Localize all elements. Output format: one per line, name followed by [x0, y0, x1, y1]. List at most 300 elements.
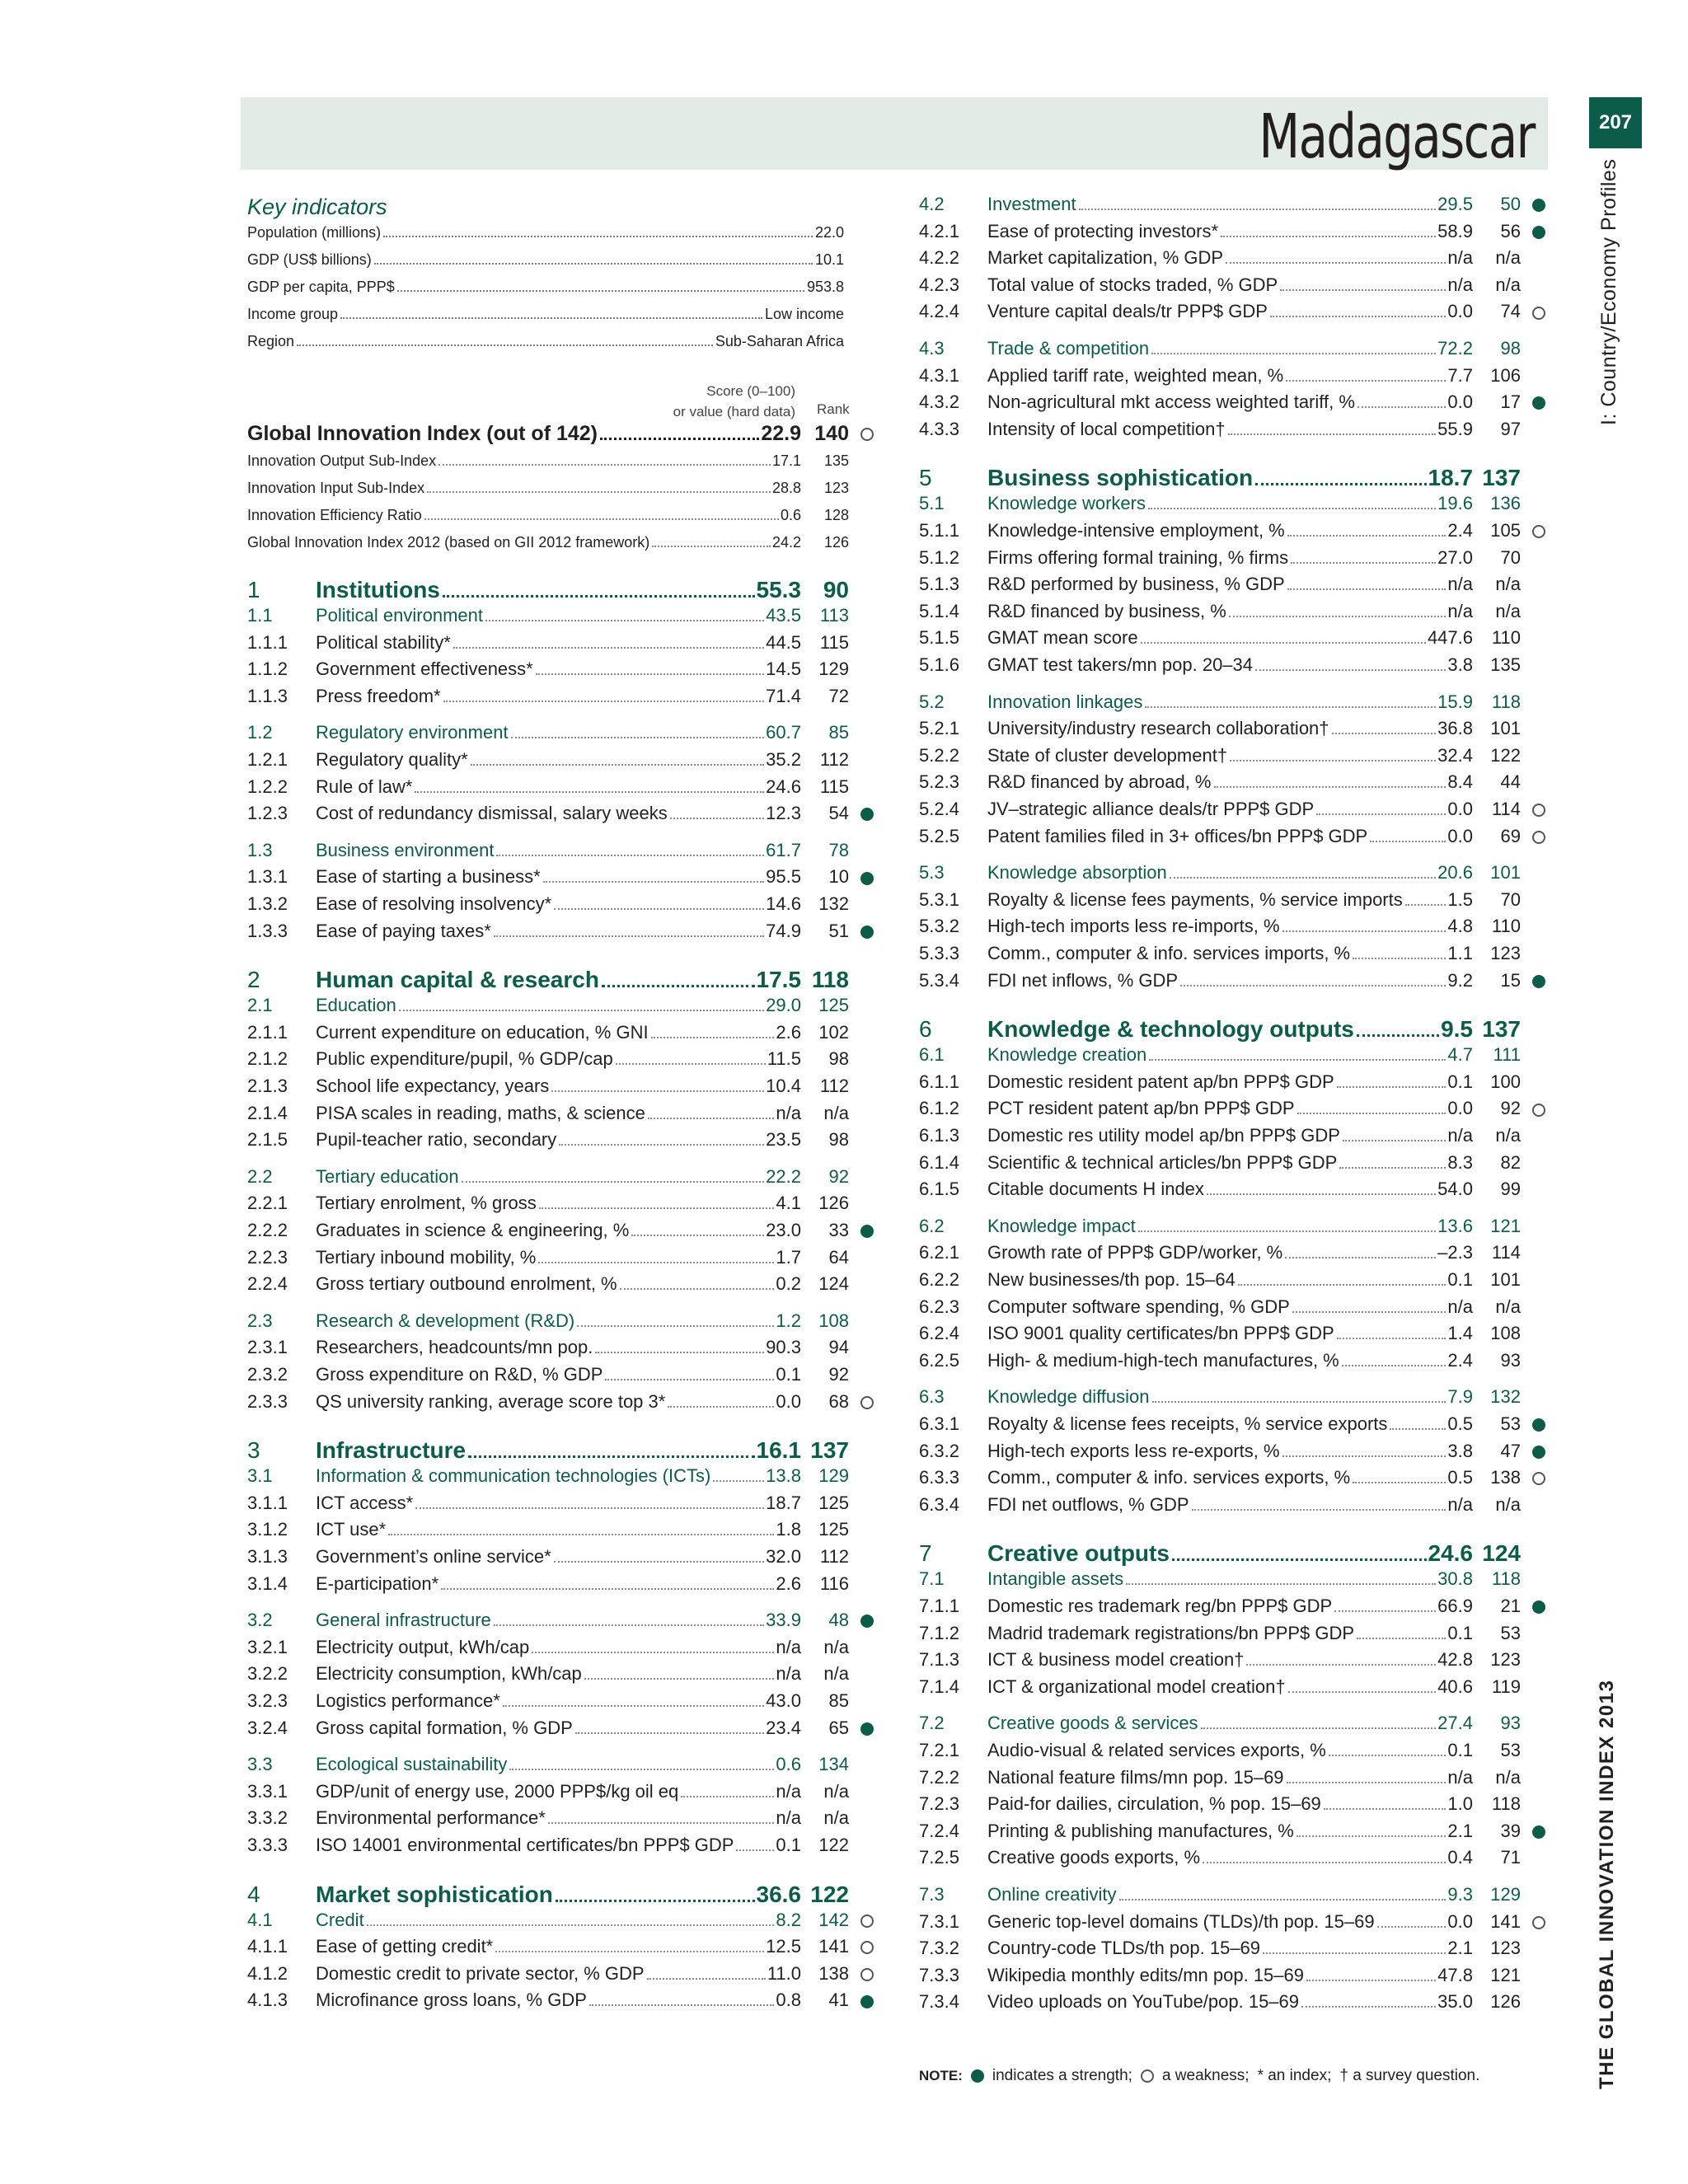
row-rank: 41: [828, 1990, 849, 2011]
row-label: Audio-visual & related services exports, %: [987, 1740, 1326, 1760]
key-indicator-row: [247, 279, 844, 303]
pillar-row: [247, 967, 874, 995]
row-label: Knowledge diffusion: [987, 1386, 1150, 1408]
dot-leader: [1282, 930, 1447, 932]
dot-leader: [1192, 1509, 1447, 1511]
strength-dot-icon: [1532, 1418, 1545, 1432]
dot-leader: [1255, 483, 1426, 485]
row-label: Infrastructure: [316, 1437, 467, 1464]
row-code: 3.2: [247, 1610, 273, 1631]
row-code: 6.2.2: [919, 1269, 959, 1290]
mark-cell: [1521, 1911, 1545, 1933]
row-score: 2.4: [1447, 520, 1473, 541]
row-label: Trade & competition: [987, 338, 1150, 359]
dot-leader: [575, 1732, 764, 1734]
dot-leader: [648, 1118, 775, 1119]
dot-leader: [681, 1796, 774, 1797]
indicator-row: [919, 771, 1545, 796]
row-score: 12.5: [766, 1936, 801, 1957]
row-label: Wikipedia monthly edits/mn pop. 15–69: [987, 1964, 1304, 1985]
row-label: Investment: [987, 194, 1076, 214]
row-code: 1.3: [247, 839, 273, 860]
row-label: Tertiary education: [316, 1165, 459, 1187]
row-score: 2.6: [776, 1572, 801, 1594]
strength-dot-icon: [860, 1225, 874, 1238]
key-indicator-label: GDP (US$ billions): [247, 251, 372, 268]
row-label: Domestic credit to private sector, % GDP: [316, 1962, 645, 1984]
row-label: Knowledge absorption: [987, 862, 1167, 883]
dot-leader: [652, 546, 771, 547]
dot-leader: [1287, 535, 1447, 537]
row-label: ISO 14001 environmental certificates/bn PPP$ GDP: [316, 1835, 734, 1855]
row-score: n/a: [1447, 274, 1473, 295]
indicator-row: [919, 1821, 1545, 1845]
row-rank: 98: [828, 1129, 849, 1151]
row-code: 3.3.3: [247, 1835, 288, 1855]
row-rank: 112: [819, 749, 849, 770]
dot-leader: [584, 1678, 775, 1680]
row-score: 15.9: [1437, 691, 1473, 712]
row-code: 6.2: [919, 1215, 945, 1236]
row-score: 12.3: [766, 803, 801, 824]
row-rank: 90: [823, 577, 849, 602]
strength-dot-icon: [1532, 1446, 1545, 1459]
row-score: 0.0: [1447, 1910, 1473, 1932]
row-label: Ease of starting a business*: [316, 866, 541, 888]
row-rank: 100: [1490, 1071, 1521, 1092]
sub-pillar-row: [247, 1910, 874, 1934]
row-label: ICT use*: [316, 1519, 387, 1540]
row-score: 29.0: [766, 995, 801, 1016]
mark-cell: [849, 1220, 874, 1241]
key-indicator-value: 10.1: [814, 251, 844, 268]
row-code: 6.1.5: [919, 1179, 959, 1200]
row-label: Ecological sustainability: [316, 1754, 508, 1775]
row-score: –2.3: [1437, 1242, 1473, 1263]
indicator-row: [247, 1781, 874, 1806]
dot-leader: [438, 464, 771, 466]
row-label: PISA scales in reading, maths, & science: [316, 1102, 645, 1123]
row-score: 2.6: [776, 1021, 801, 1043]
dot-leader: [1353, 958, 1446, 959]
strength-dot-icon: [860, 926, 874, 939]
dot-leader: [577, 1325, 774, 1327]
sub-pillar-row: [919, 1216, 1545, 1240]
row-label: Firms offering formal training, % firms: [987, 546, 1289, 568]
row-score: 29.5: [1437, 194, 1473, 214]
row-code: 4.2: [919, 194, 945, 214]
gii-label: Global Innovation Index (out of 142): [247, 422, 598, 445]
sub-pillar-row: [247, 840, 874, 865]
sub-index-rank: 135: [823, 452, 849, 469]
row-score: 32.4: [1437, 744, 1473, 766]
sub-index-label: Innovation Input Sub-Index: [247, 480, 425, 496]
dot-leader: [1238, 1284, 1447, 1286]
indicator-row: [919, 601, 1545, 626]
sub-index-row: [247, 507, 874, 532]
dot-leader: [1141, 642, 1426, 644]
country-title: Madagascar: [1259, 101, 1535, 172]
row-code: 3.1: [247, 1465, 273, 1487]
row-rank: 47: [1500, 1440, 1521, 1461]
row-rank: 137: [810, 1437, 849, 1464]
row-score: 14.6: [766, 893, 801, 914]
row-code: 7.2.1: [919, 1740, 959, 1760]
row-rank: 15: [1500, 969, 1521, 991]
row-label: Environmental performance*: [316, 1807, 546, 1829]
row-code: 5.2.5: [919, 825, 959, 846]
row-score: 36.6: [756, 1881, 801, 1907]
row-rank: 125: [818, 995, 849, 1016]
score-column-header: [643, 381, 795, 422]
indicator-row: [919, 574, 1545, 598]
row-label: Creative outputs: [987, 1540, 1170, 1567]
dot-leader: [1287, 1782, 1447, 1783]
indicator-row: [247, 1493, 874, 1517]
row-code: 1.3.3: [247, 920, 288, 941]
row-rank: 93: [1500, 1349, 1521, 1371]
row-code: 4.2.2: [919, 247, 959, 269]
indicator-row: [919, 826, 1545, 851]
row-code: 2.2.3: [247, 1246, 288, 1268]
score-header-line2: or value (hard data): [673, 404, 795, 419]
row-code: 2.3.1: [247, 1337, 288, 1358]
row-code: 6.3.4: [919, 1493, 959, 1515]
row-code: 3.3.1: [247, 1780, 288, 1802]
row-code: 7.3.1: [919, 1910, 959, 1932]
strength-dot-icon: [1532, 396, 1545, 410]
indicator-row: [247, 1807, 874, 1832]
row-code: 6.3.3: [919, 1467, 959, 1488]
row-rank: 134: [818, 1754, 849, 1775]
key-indicator-value: Sub-Saharan Africa: [715, 333, 844, 349]
dot-leader: [713, 1480, 764, 1482]
sub-index-score: 17.1: [771, 452, 801, 469]
dot-leader: [471, 764, 765, 766]
row-code: 7.2.2: [919, 1766, 959, 1788]
sub-pillar-row: [247, 1465, 874, 1490]
row-rank: 101: [1490, 718, 1521, 739]
row-code: 7.1.2: [919, 1622, 959, 1643]
strength-dot-icon: [860, 1995, 874, 2008]
row-code: 2.2.1: [247, 1193, 288, 1214]
weakness-circle-icon: [1532, 1104, 1545, 1117]
row-code: 7.1.1: [919, 1596, 959, 1616]
row-score: n/a: [1447, 574, 1473, 595]
row-rank: n/a: [1495, 1766, 1521, 1788]
row-code: 4.1.2: [247, 1962, 288, 1984]
row-rank: 97: [1500, 418, 1521, 439]
row-rank: 129: [818, 1465, 849, 1487]
row-code: 7.3: [919, 1884, 945, 1905]
row-score: 55.3: [756, 577, 801, 602]
row-label: Innovation linkages: [987, 691, 1143, 712]
row-rank: 121: [1490, 1215, 1521, 1236]
weakness-circle-icon: [1532, 307, 1545, 320]
indicator-row: [247, 686, 874, 710]
row-code: 6.1.2: [919, 1098, 959, 1119]
dot-leader: [1342, 1365, 1447, 1366]
row-code: 6.3: [919, 1386, 945, 1408]
row-code: 1.2: [247, 722, 273, 743]
row-score: 20.6: [1437, 862, 1473, 883]
row-score: n/a: [776, 1663, 801, 1685]
key-indicator-row: [247, 306, 844, 330]
dot-leader: [651, 1037, 775, 1038]
row-score: 1.5: [1447, 888, 1473, 910]
dot-leader: [1297, 1113, 1447, 1114]
row-score: 1.0: [1447, 1793, 1473, 1815]
row-code: 2.3.2: [247, 1364, 288, 1385]
row-score: 0.0: [776, 1390, 801, 1412]
row-label: Madrid trademark registrations/bn PPP$ GDP: [987, 1622, 1355, 1643]
row-score: 22.2: [766, 1165, 801, 1187]
indicator-row: [919, 1152, 1545, 1177]
dot-leader: [1337, 1338, 1447, 1339]
row-rank: n/a: [823, 1807, 849, 1829]
row-score: 40.6: [1437, 1675, 1473, 1697]
row-label: Intangible assets: [987, 1568, 1124, 1590]
dot-leader: [1263, 1952, 1446, 1954]
dot-leader: [532, 1652, 774, 1653]
indicator-row: [919, 889, 1545, 914]
key-indicator-row: [247, 224, 844, 249]
mark-cell: [849, 1391, 874, 1413]
row-label: Regulatory quality*: [316, 749, 468, 770]
sub-pillar-row: [919, 1044, 1545, 1069]
row-label: Non-agricultural mkt access weighted tariff, %: [987, 391, 1355, 413]
dot-leader: [1221, 236, 1436, 237]
indicator-row: [919, 1467, 1545, 1492]
dot-leader: [494, 1624, 764, 1626]
row-label: Royalty & license fees payments, % service imports: [987, 888, 1403, 910]
row-rank: 112: [819, 1076, 849, 1096]
mark-cell: [849, 1963, 874, 1985]
indicator-row: [919, 1623, 1545, 1647]
indicator-row: [919, 970, 1545, 995]
row-label: PCT resident patent ap/bn PPP$ GDP: [987, 1098, 1295, 1119]
row-rank: 71: [1500, 1847, 1521, 1868]
dot-leader: [1079, 209, 1437, 210]
mark-cell: [849, 1990, 874, 2011]
row-rank: 85: [828, 722, 849, 743]
indicator-row: [247, 1048, 874, 1073]
row-label: Intensity of local competition†: [987, 418, 1226, 439]
row-code: 1.3.1: [247, 866, 288, 888]
dot-leader: [1357, 406, 1447, 408]
row-rank: 137: [1482, 1016, 1521, 1043]
dot-leader: [453, 647, 764, 649]
row-code: 5.2: [919, 691, 945, 712]
indicator-row: [919, 916, 1545, 940]
row-code: 5: [919, 465, 932, 491]
rank-column-header: Rank: [817, 401, 850, 417]
row-label: Growth rate of PPP$ GDP/worker, %: [987, 1242, 1283, 1263]
row-label: Comm., computer & info. services imports, %: [987, 943, 1351, 963]
row-score: n/a: [776, 1102, 801, 1123]
row-score: 0.0: [1447, 799, 1473, 819]
row-rank: n/a: [1495, 1493, 1521, 1515]
row-code: 1.1.1: [247, 631, 288, 653]
sub-index-score: 0.6: [780, 507, 801, 523]
row-label: High-tech exports less re-exports, %: [987, 1440, 1280, 1461]
row-score: 71.4: [766, 685, 801, 706]
row-code: 5.2.4: [919, 799, 959, 819]
dot-leader: [1282, 1455, 1447, 1457]
row-label: Graduates in science & engineering, %: [316, 1220, 630, 1240]
dot-leader: [340, 317, 762, 319]
row-rank: 106: [1490, 364, 1521, 386]
row-label: School life expectancy, years: [316, 1076, 550, 1096]
row-code: 5.2.1: [919, 718, 959, 739]
mark-cell: [849, 803, 874, 824]
row-score: 0.5: [1447, 1413, 1473, 1434]
dot-leader: [559, 1144, 764, 1146]
row-rank: 94: [828, 1337, 849, 1358]
sub-index-row: [247, 480, 874, 504]
row-label: Education: [316, 995, 396, 1016]
dot-leader: [1343, 1140, 1446, 1141]
row-score: 23.5: [766, 1129, 801, 1151]
indicator-row: [247, 1663, 874, 1688]
gii-score: 22.9: [761, 422, 801, 445]
row-rank: 64: [828, 1246, 849, 1268]
dot-leader: [1329, 1755, 1447, 1756]
row-code: 4.1.1: [247, 1936, 288, 1957]
indicator-row: [247, 632, 874, 657]
row-rank: 111: [1493, 1044, 1521, 1066]
dot-leader: [536, 673, 764, 675]
sub-pillar-row: [919, 493, 1545, 518]
mark-cell: [1521, 826, 1545, 847]
row-code: 4.3.2: [919, 391, 959, 413]
row-rank: 113: [819, 605, 849, 626]
row-code: 6.1.1: [919, 1071, 959, 1092]
row-label: GMAT mean score: [987, 627, 1138, 649]
row-label: Institutions: [316, 577, 440, 602]
row-score: 66.9: [1437, 1596, 1473, 1616]
row-code: 6.2.4: [919, 1323, 959, 1344]
row-rank: 132: [818, 893, 849, 914]
indicator-row: [247, 866, 874, 891]
row-score: 8.3: [1447, 1151, 1473, 1173]
row-rank: 50: [1500, 194, 1521, 214]
indicator-row: [919, 1494, 1545, 1519]
indicator-row: [919, 1991, 1545, 2016]
row-rank: 108: [818, 1310, 849, 1331]
row-code: 6.2.3: [919, 1296, 959, 1317]
indicator-row: [247, 749, 874, 774]
row-code: 7.3.3: [919, 1964, 959, 1985]
pillar-row: [247, 1437, 874, 1465]
indicator-row: [247, 921, 874, 945]
dot-leader: [1292, 1311, 1447, 1313]
row-score: n/a: [1447, 1296, 1473, 1317]
row-label: Microfinance gross loans, % GDP: [316, 1990, 587, 2011]
indicator-row: [247, 658, 874, 683]
dot-leader: [511, 737, 765, 738]
row-code: 2.1.1: [247, 1021, 288, 1043]
indicator-row: [919, 547, 1545, 572]
row-code: 5.2.2: [919, 744, 959, 766]
dot-leader: [1246, 1664, 1436, 1666]
row-score: 4.8: [1447, 916, 1473, 937]
row-code: 7.3.2: [919, 1938, 959, 1959]
sub-pillar-row: [247, 722, 874, 747]
dot-leader: [616, 1063, 766, 1065]
row-score: n/a: [1447, 247, 1473, 269]
row-rank: 78: [828, 839, 849, 860]
row-score: 27.0: [1437, 546, 1473, 568]
weakness-circle-icon: [860, 1915, 874, 1928]
dot-leader: [1207, 1193, 1436, 1195]
row-rank: 93: [1500, 1713, 1521, 1734]
row-label: Logistics performance*: [316, 1690, 500, 1711]
row-score: 9.3: [1447, 1884, 1473, 1905]
dot-leader: [605, 1379, 774, 1380]
mark-cell: [1521, 1596, 1545, 1617]
dot-leader: [1229, 616, 1447, 617]
row-score: 36.8: [1437, 718, 1473, 739]
row-label: ICT & business model creation†: [987, 1649, 1245, 1671]
row-label: Generic top-level domains (TLDs)/th pop. 15–69: [987, 1910, 1375, 1932]
dot-leader: [443, 595, 755, 598]
row-label: QS university ranking, average score top 3*: [316, 1390, 666, 1412]
dot-leader: [503, 1705, 764, 1707]
row-label: Market capitalization, % GDP: [987, 247, 1224, 269]
key-indicator-label: Population (millions): [247, 224, 382, 241]
row-code: 3.2.4: [247, 1717, 288, 1738]
row-rank: 92: [828, 1165, 849, 1187]
mark-cell: [1521, 799, 1545, 820]
note-strength: indicates a strength;: [992, 2067, 1132, 2084]
row-label: JV–strategic alliance deals/tr PPP$ GDP: [987, 799, 1315, 819]
row-rank: 98: [1500, 338, 1521, 359]
row-rank: 68: [828, 1390, 849, 1412]
dot-leader: [595, 1352, 764, 1353]
row-rank: 118: [1491, 691, 1521, 712]
key-indicator-label: Region: [247, 333, 295, 349]
dot-leader: [383, 236, 813, 237]
row-score: 43.0: [766, 1690, 801, 1711]
row-label: R&D financed by abroad, %: [987, 771, 1212, 793]
weakness-circle-icon: [1532, 525, 1545, 538]
row-code: 5.3.4: [919, 969, 959, 991]
row-code: 4.1.3: [247, 1990, 288, 2011]
row-code: 6.1: [919, 1044, 945, 1066]
row-label: Information & communication technologies (ICTs): [316, 1465, 711, 1487]
dot-leader: [668, 1406, 774, 1408]
indicator-row: [247, 893, 874, 918]
row-score: 8.2: [776, 1909, 801, 1930]
row-score: 24.6: [766, 776, 801, 797]
dot-leader: [551, 1090, 764, 1092]
row-score: 8.4: [1447, 771, 1473, 793]
dot-leader: [620, 1288, 775, 1290]
indicator-row: [247, 1247, 874, 1272]
indicator-row: [919, 1938, 1545, 1962]
row-score: 0.2: [776, 1273, 801, 1295]
indicator-row: [919, 1179, 1545, 1203]
row-rank: 48: [828, 1610, 849, 1631]
indicator-row: [919, 745, 1545, 770]
row-label: GMAT test takers/mn pop. 20–34: [987, 654, 1254, 675]
dot-leader: [1119, 1899, 1447, 1900]
row-score: 47.8: [1437, 1964, 1473, 1985]
indicator-row: [919, 1242, 1545, 1267]
dot-leader: [1357, 1034, 1439, 1037]
dot-leader: [1337, 1086, 1447, 1088]
